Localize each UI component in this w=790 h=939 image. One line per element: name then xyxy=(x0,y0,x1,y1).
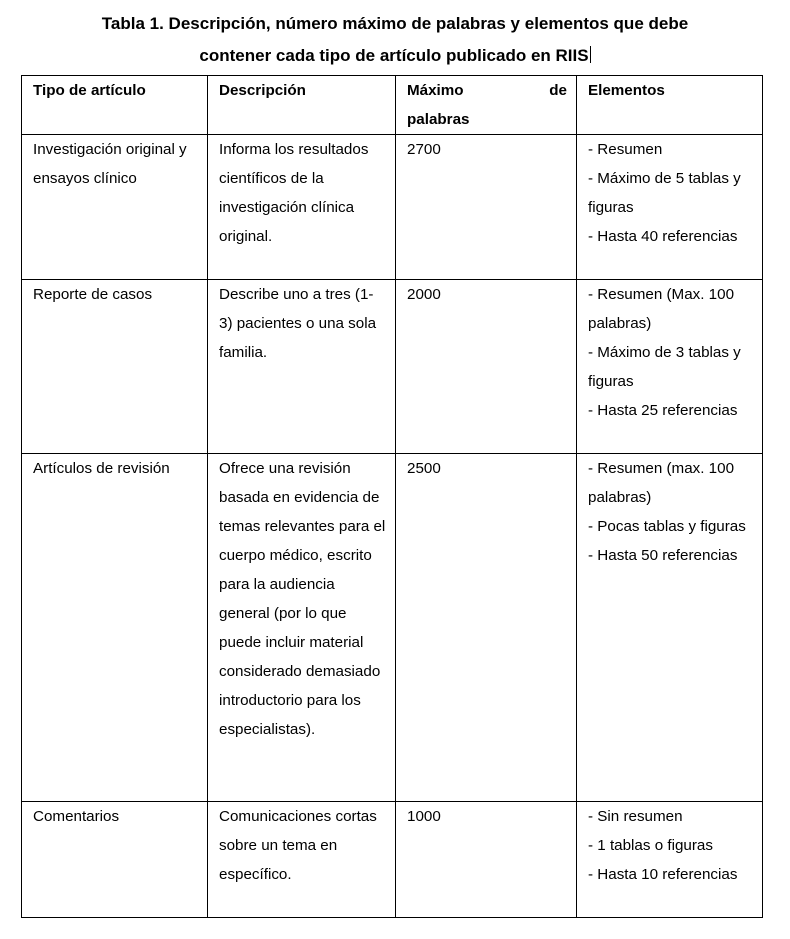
article-types-table xyxy=(21,75,763,918)
elemento-item: - 1 tablas o figuras xyxy=(588,837,713,854)
elemento-item: - Hasta 25 referencias xyxy=(588,402,738,419)
header-de-word: de xyxy=(549,82,567,99)
header-maximo xyxy=(396,76,577,135)
caption-line-1: Tabla 1. Descripción, número máximo de palabras y elementos que debe xyxy=(101,14,689,33)
cell-maximo: 1000 xyxy=(396,802,577,918)
cell-elementos xyxy=(577,454,763,802)
header-row xyxy=(22,76,763,135)
elemento-item: - Hasta 50 referencias xyxy=(588,547,738,564)
cell-tipo: Artículos de revisión xyxy=(22,454,208,802)
cell-tipo: Investigación original y ensayos clínico xyxy=(22,135,208,280)
cell-descripcion: Informa los resultados científicos de la investigación clínica original. xyxy=(208,135,396,280)
elemento-item: - Resumen xyxy=(588,141,663,158)
table-caption xyxy=(0,8,790,72)
cell-maximo: 2500 xyxy=(396,454,577,802)
table-row xyxy=(22,802,763,918)
header-maximo-word: Máximo xyxy=(407,82,464,99)
cell-tipo: Reporte de casos xyxy=(22,280,208,454)
header-palabras-word: palabras xyxy=(407,111,470,128)
cell-maximo: 2700 xyxy=(396,135,577,280)
cell-descripcion: Comunicaciones cortas sobre un tema en específico. xyxy=(208,802,396,918)
cell-elementos xyxy=(577,280,763,454)
header-elementos: Elementos xyxy=(577,76,763,135)
table-row xyxy=(22,280,763,454)
elemento-item: - Resumen (max. 100 palabras) xyxy=(588,460,735,506)
table-row xyxy=(22,135,763,280)
cell-maximo: 2000 xyxy=(396,280,577,454)
cell-elementos xyxy=(577,802,763,918)
cell-tipo: Comentarios xyxy=(22,802,208,918)
elemento-item: - Pocas tablas y figuras xyxy=(588,518,746,535)
cell-elementos xyxy=(577,135,763,280)
elemento-item: - Máximo de 3 tablas y figuras xyxy=(588,344,741,390)
header-tipo: Tipo de artículo xyxy=(22,76,208,135)
text-cursor xyxy=(590,46,591,63)
cell-descripcion: Describe uno a tres (1-3) pacientes o una sola familia. xyxy=(208,280,396,454)
elemento-item: - Hasta 40 referencias xyxy=(588,228,738,245)
table-row xyxy=(22,454,763,802)
elemento-item: - Resumen (Max. 100 palabras) xyxy=(588,286,735,332)
header-descripcion: Descripción xyxy=(208,76,396,135)
elemento-item: - Máximo de 5 tablas y figuras xyxy=(588,170,741,216)
cell-descripcion: Ofrece una revisión basada en evidencia de temas relevantes para el cuerpo médico, escrito para la audiencia general (por lo que puede incluir material considerado demasiado introductorio para los especialistas). xyxy=(208,454,396,802)
elemento-item: - Hasta 10 referencias xyxy=(588,866,738,883)
elemento-item: - Sin resumen xyxy=(588,808,683,825)
caption-line-2: contener cada tipo de artículo publicado en RIIS xyxy=(199,46,589,65)
